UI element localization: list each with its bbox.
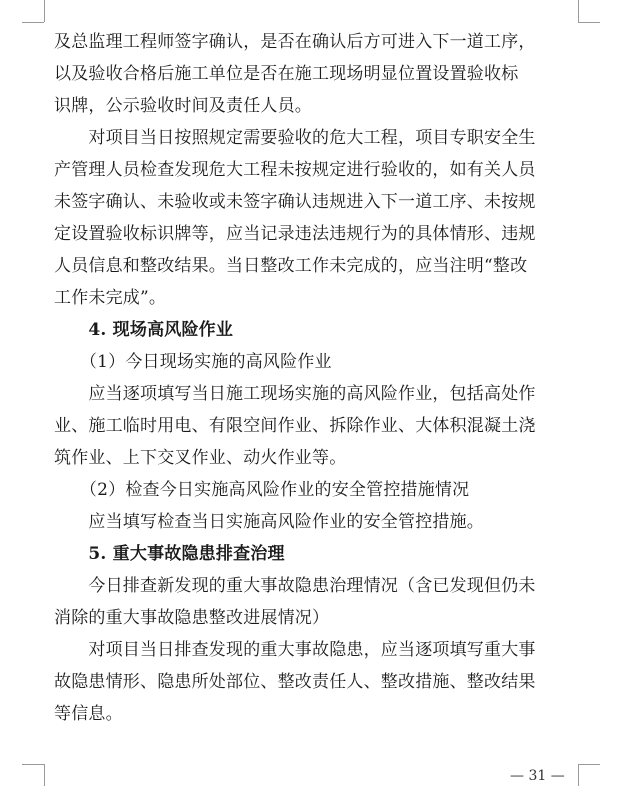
text-line: 未签字确认、未验收或未签字确认违规进入下一道工序、未按规 [54, 192, 536, 212]
text-line: 产管理人员检查发现危大工程未按规定进行验收的，如有关人员 [54, 160, 536, 180]
crop-mark-bottom-right [578, 764, 579, 786]
text-line: 业、施工临时用电、有限空间作业、拆除作业、大体积混凝土浇 [54, 416, 536, 436]
text-line: 识牌，公示验收时间及责任人员。 [54, 96, 312, 116]
text-line: 故隐患情形、隐患所处部位、整改责任人、整改措施、整改结果 [54, 672, 536, 692]
text-line: 应当填写检查当日实施高风险作业的安全管控措施。 [54, 512, 484, 532]
text-line: 工作未完成”。 [54, 288, 167, 308]
crop-mark-bottom-right [578, 764, 600, 765]
page-number: — 31 — [510, 768, 565, 784]
text-line: 消除的重大事故隐患整改进展情况） [54, 608, 330, 628]
text-line: 以及验收合格后施工单位是否在施工现场明显位置设置验收标 [54, 64, 519, 84]
text-line: 筑作业、上下交叉作业、动火作业等。 [54, 448, 347, 468]
text-line: 对项目当日按照规定需要验收的危大工程，项目专职安全生 [54, 128, 536, 148]
subsection-heading: （2）检查今日实施高风险作业的安全管控措施情况 [54, 480, 470, 500]
section-heading: 5. 重大事故隐患排查治理 [54, 544, 285, 564]
text-line: 及总监理工程师签字确认，是否在确认后方可进入下一道工序， [54, 32, 536, 52]
document-body [54, 26, 574, 730]
crop-mark-bottom-left [44, 764, 45, 786]
crop-mark-bottom-left [22, 764, 44, 765]
text-line: 等信息。 [54, 704, 123, 724]
crop-mark-top-left [22, 22, 44, 23]
section-heading: 4. 现场高风险作业 [54, 320, 234, 340]
subsection-heading: （1）今日现场实施的高风险作业 [54, 352, 332, 372]
text-line: 定设置验收标识牌等，应当记录违法违规行为的具体情形、违规 [54, 224, 536, 244]
text-line: 今日排查新发现的重大事故隐患治理情况（含已发现但仍未 [54, 576, 536, 596]
crop-mark-top-right [578, 22, 600, 23]
text-line: 人员信息和整改结果。当日整改工作未完成的，应当注明“整改 [54, 256, 528, 276]
crop-mark-top-right [578, 0, 579, 22]
text-line: 对项目当日排查发现的重大事故隐患，应当逐项填写重大事 [54, 640, 536, 660]
crop-mark-top-left [44, 0, 45, 22]
text-line: 应当逐项填写当日施工现场实施的高风险作业，包括高处作 [54, 384, 536, 404]
